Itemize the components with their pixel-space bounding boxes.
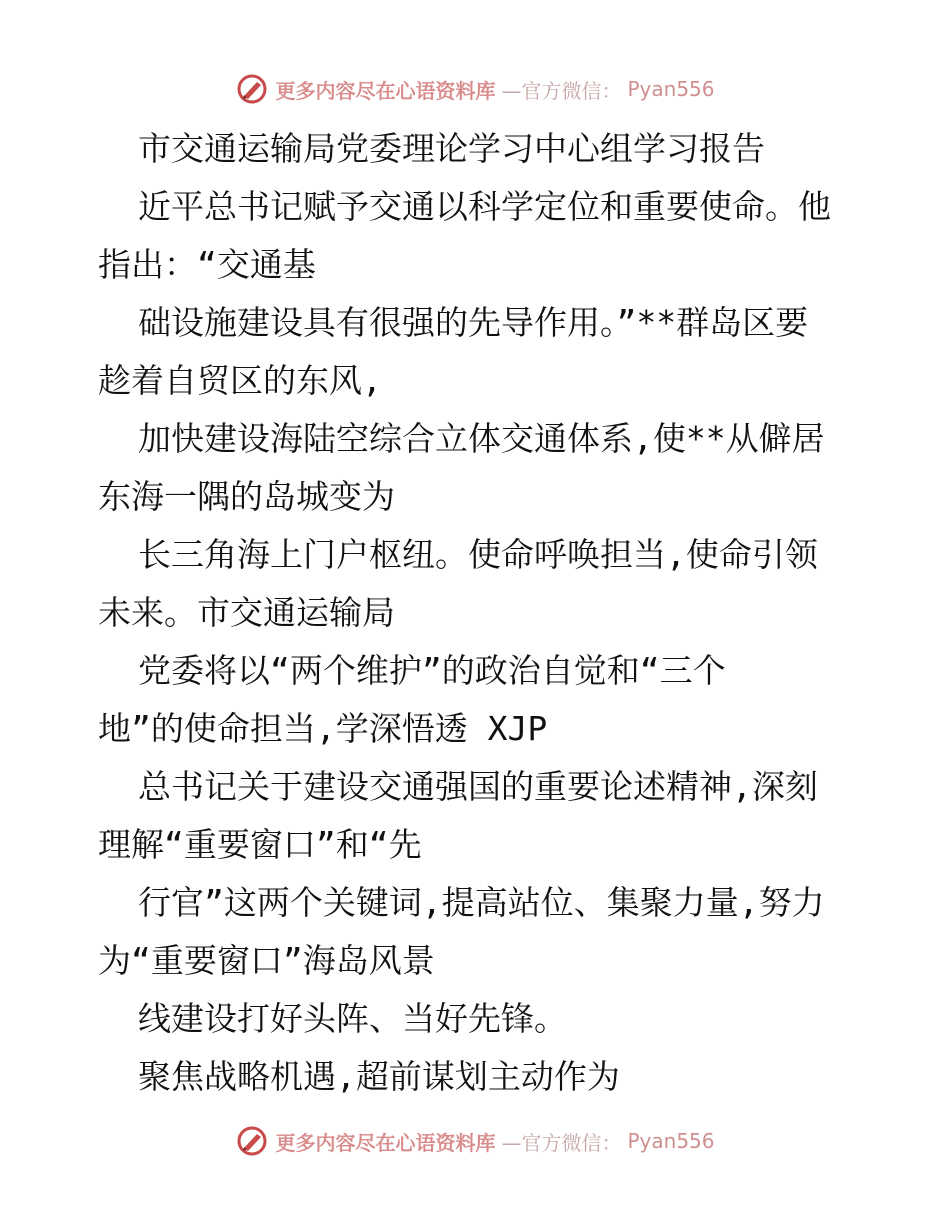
text-line: 未来。市交通运输局	[98, 593, 395, 632]
logo-icon	[235, 72, 269, 106]
text-line: 地”的使命担当,学深悟透 XJP	[98, 709, 548, 748]
watermark-main-text: 更多内容尽在心语资料库	[275, 1130, 496, 1155]
text-line: 为“重要窗口”海岛风景	[98, 941, 435, 980]
document-body	[98, 120, 858, 1106]
text-line: 线建设打好头阵、当好先锋。	[138, 999, 567, 1038]
text-line: 础设施建设具有很强的先导作用。”**群岛区要	[138, 303, 809, 342]
text-line: 加快建设海陆空综合立体交通体系,使**从僻居	[138, 419, 825, 458]
text-line: 长三角海上门户枢纽。使命呼唤担当,使命引领	[138, 535, 818, 574]
watermark-sub-text: —官方微信：	[501, 1130, 622, 1155]
watermark-id-text: Pyan556	[627, 77, 715, 101]
watermark-main-text: 更多内容尽在心语资料库	[275, 78, 496, 103]
text-line: 趁着自贸区的东风,	[98, 361, 382, 400]
text-line: 东海一隅的岛城变为	[98, 477, 395, 516]
logo-icon	[235, 1124, 269, 1158]
text-line: 近平总书记赋予交通以科学定位和重要使命。他	[138, 187, 831, 226]
text-line: 理解“重要窗口”和“先	[98, 825, 422, 864]
text-line: 党委将以“两个维护”的政治自觉和“三个	[138, 651, 726, 690]
text-line: 指出：“交通基	[98, 245, 316, 284]
watermark-id-text: Pyan556	[627, 1129, 715, 1153]
watermark-sub-text: —官方微信：	[501, 78, 622, 103]
text-line: 市交通运输局党委理论学习中心组学习报告	[138, 129, 765, 168]
text-line: 总书记关于建设交通强国的重要论述精神,深刻	[138, 767, 818, 806]
header-watermark	[0, 72, 950, 106]
text-line: 行官”这两个关键词,提高站位、集聚力量,努力	[138, 883, 825, 922]
footer-watermark	[0, 1124, 950, 1158]
text-line: 聚焦战略机遇,超前谋划主动作为	[138, 1057, 620, 1096]
